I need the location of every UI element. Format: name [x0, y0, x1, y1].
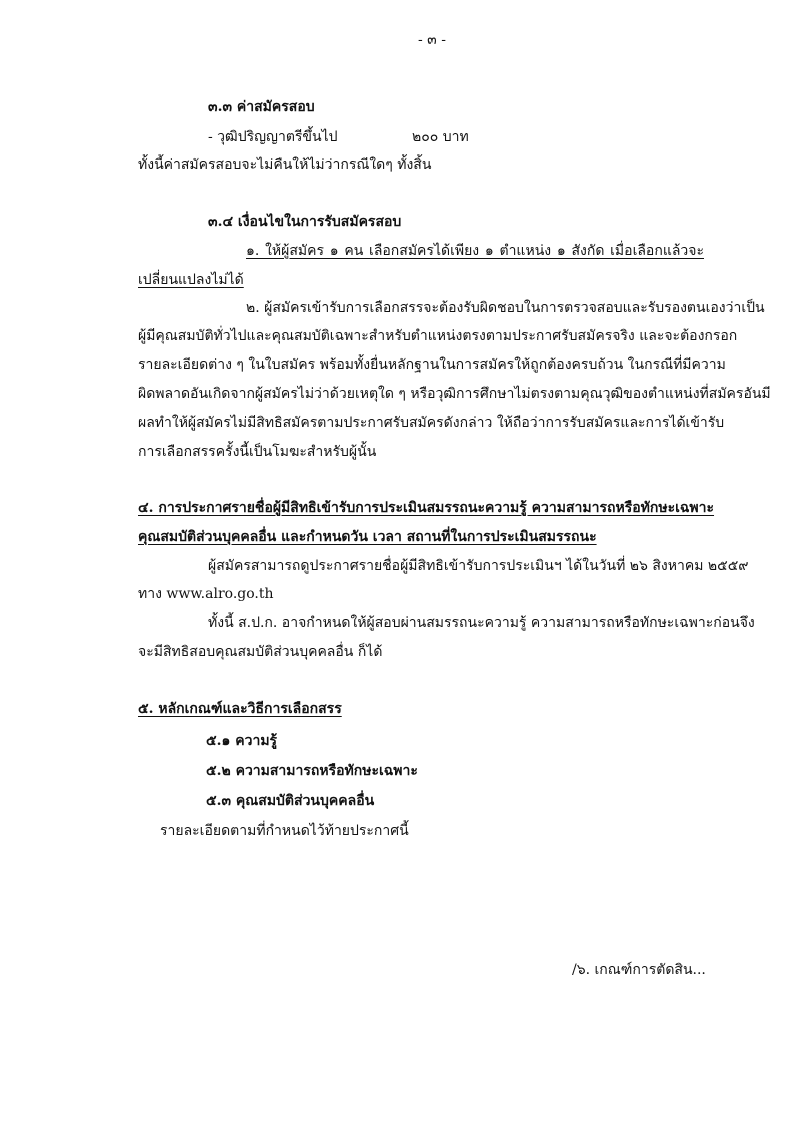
announcement-date-line: ผู้สมัครสามารถดูประกาศรายชื่อผู้มีสิทธิเข้ารับการประเมินฯ ได้ในวันที่ ๒๖ สิงหาคม ๒๕๕๙ — [208, 558, 749, 574]
criteria-item: ๕.๑ ความรู้ — [206, 733, 278, 749]
section-5-heading: ๕. หลักเกณฑ์และวิธีการเลือกสรร — [138, 701, 342, 717]
condition-2-line: ๒. ผู้สมัครเข้ารับการเลือกสรรจะต้องรับผิดชอบในการตรวจสอบและรับรองตนเองว่าเป็น — [246, 300, 765, 316]
condition-1-line-1: ๑. ให้ผู้สมัคร ๑ คน เลือกสมัครได้เพียง ๑ ตำแหน่ง ๑ สังกัด เมื่อเลือกแล้วจะ — [246, 243, 704, 259]
announcement-website: ทาง www.alro.go.th — [138, 586, 274, 602]
fee-amount: ๒๐๐ บาท — [412, 129, 469, 145]
condition-2-line: การเลือกสรรครั้งนี้เป็นโมฆะสำหรับผู้นั้น — [138, 444, 377, 460]
criteria-item: ๕.๒ ความสามารถหรือทักษะเฉพาะ — [206, 763, 418, 779]
page-number: - ๓ - — [418, 32, 446, 48]
condition-2-line: รายละเอียดต่าง ๆ ในใบสมัคร พร้อมทั้งยื่นหลักฐานในการสมัครให้ถูกต้องครบถ้วน ในกรณีที่มีความ — [138, 357, 726, 373]
condition-2-line: ผลทำให้ผู้สมัครไม่มีสิทธิสมัครตามประกาศรับสมัครดังกล่าว ให้ถือว่าการรับสมัครและการได้เข้ารับ — [138, 415, 725, 431]
assessment-note-line-1: ทั้งนี้ ส.ป.ก. อาจกำหนดให้ผู้สอบผ่านสมรรถนะความรู้ ความสามารถหรือทักษะเฉพาะก่อนจึง — [208, 615, 755, 631]
continuation-note: /๖. เกณฑ์การตัดสิน... — [572, 962, 706, 978]
condition-2-line: ผิดพลาดอันเกิดจากผู้สมัครไม่ว่าด้วยเหตุใด ๆ หรือวุฒิการศึกษาไม่ตรงตามคุณวุฒิของตำแหน่งที่สมัครอันมี — [138, 386, 771, 402]
section-4-heading-line-2: คุณสมบัติส่วนบุคคลอื่น และกำหนดวัน เวลา สถานที่ในการประเมินสมรรถนะ — [138, 529, 597, 545]
condition-2-line: ผู้มีคุณสมบัติทั่วไปและคุณสมบัติเฉพาะสำหรับตำแหน่งตรงตามประกาศรับสมัครจริง และจะต้องกรอก — [138, 328, 738, 344]
criteria-note: รายละเอียดตามที่กำหนดไว้ท้ายประกาศนี้ — [160, 823, 409, 839]
fee-note: ทั้งนี้ค่าสมัครสอบจะไม่คืนให้ไม่ว่ากรณีใดๆ ทั้งสิ้น — [138, 157, 432, 173]
section-3-4-heading: ๓.๔ เงื่อนไขในการรับสมัครสอบ — [208, 214, 402, 230]
criteria-item: ๕.๓ คุณสมบัติส่วนบุคคลอื่น — [206, 793, 375, 809]
assessment-note-line-2: จะมีสิทธิสอบคุณสมบัติส่วนบุคคลอื่น ก็ได้ — [138, 644, 383, 660]
section-3-3-heading: ๓.๓ ค่าสมัครสอบ — [208, 99, 315, 115]
condition-1-line-2: เปลี่ยนแปลงไม่ได้ — [138, 272, 244, 288]
section-4-heading-line-1: ๔. การประกาศรายชื่อผู้มีสิทธิเข้ารับการประเมินสมรรถนะความรู้ ความสามารถหรือทักษะเฉพาะ — [138, 500, 715, 516]
fee-label: - วุฒิปริญญาตรีขึ้นไป — [208, 129, 338, 145]
